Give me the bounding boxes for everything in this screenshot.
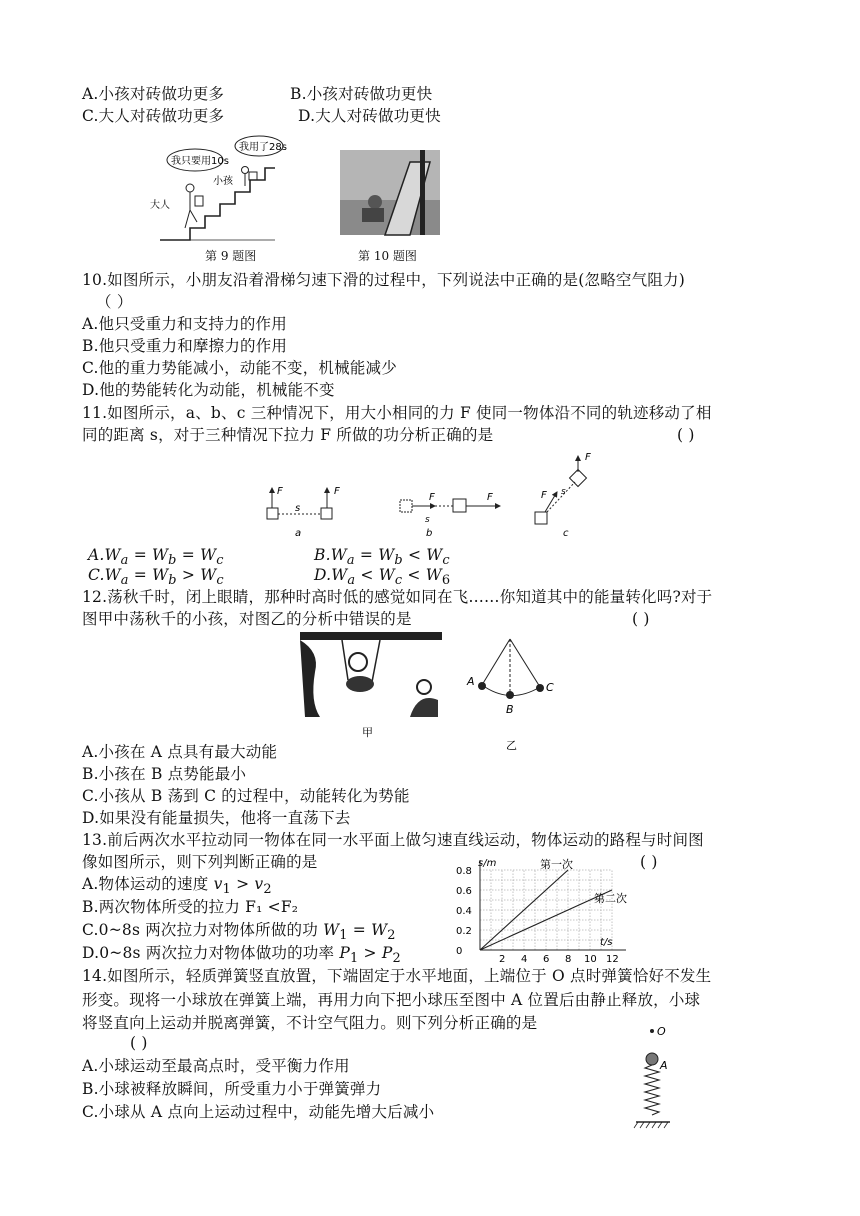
q11-stem-line2: 同的距离 s，对于三种情况下拉力 F 所做的功分析正确的是: [82, 426, 494, 444]
q11-b-force-label-2: F: [487, 492, 493, 503]
q13-stem-line2: 像如图所示，则下列判断正确的是: [82, 853, 318, 871]
q12-label-jia: 甲: [362, 726, 373, 739]
q11-stem-line1: 11.如图所示，a、b、c 三种情况下，用大小相同的力 F 使同一物体沿不同的轨迹移动了相: [82, 404, 712, 422]
q12-point-a: A: [467, 675, 475, 688]
q9-option-b: B.小孩对砖做功更快: [290, 85, 433, 103]
q10-slide-figure: [340, 150, 440, 235]
q13-series-1-label: 第一次: [540, 858, 573, 871]
q12-swing-picture: [300, 632, 442, 742]
q13-y-tick-label: 0.8: [456, 866, 472, 877]
q11-c-force-label-2: F: [585, 452, 591, 463]
q11-b-distance-label: s: [425, 515, 430, 525]
q11-label-b: b: [426, 528, 433, 539]
q14-spring-figure: [630, 1025, 680, 1135]
q11-option-d: $D.W_a < W_c < W_6$: [314, 566, 451, 589]
q12-option-c: C.小孩从 B 荡到 C 的过程中，动能转化为势能: [82, 787, 410, 805]
q9-option-c: C.大人对砖做功更多: [82, 107, 225, 125]
q11-option-b: $B.W_a = W_b < W_c$: [314, 546, 450, 569]
q14-stem-line3: 将竖直向上运动并脱离弹簧，不计空气阻力。则下列分析正确的是: [82, 1014, 538, 1032]
q13-x-tick-label: 8: [565, 954, 572, 965]
q14-option-a: A.小球运动至最高点时，受平衡力作用: [82, 1057, 350, 1075]
q10-answer-paren: （ ）: [96, 293, 133, 311]
q14-label-a: A: [660, 1059, 668, 1072]
q12-option-b: B.小孩在 B 点势能最小: [82, 765, 247, 783]
q11-a-force-label: F: [277, 486, 283, 497]
q14-stem-line2: 形变。现将一小球放在弹簧上端，再用力向下把小球压至图中 A 位置后由静止释放，小球: [82, 991, 701, 1009]
q12-stem-line2: 图甲中荡秋千的小孩，对图乙的分析中错误的是: [82, 610, 412, 628]
q13-option-b: B.两次物体所受的拉力 F₁ <F₂: [82, 898, 299, 916]
q13-option-c: C.0~8s 两次拉力对物体所做的功 $W_1 = W_2$: [82, 921, 396, 944]
q13-x-tick-label: 10: [584, 954, 597, 965]
q9-bubble-child: 我用了28s: [239, 142, 287, 153]
q9-figure-caption: 第 9 题图: [205, 249, 257, 263]
q13-x-tick-label: 4: [521, 954, 528, 965]
q10-stem: 10.如图所示，小朋友沿着滑梯匀速下滑的过程中，下列说法中正确的是(忽略空气阻力): [82, 271, 685, 289]
q9-label-adult: 大人: [150, 200, 170, 211]
q11-option-c: $C.W_a = W_b > W_c$: [88, 566, 224, 589]
q10-figure-caption: 第 10 题图: [358, 249, 417, 263]
q9-option-d: D.大人对砖做功更快: [298, 107, 441, 125]
q11-b-force-label: F: [429, 492, 435, 503]
q13-stem-line1: 13.前后两次水平拉动同一物体在同一水平面上做匀速直线运动，物体运动的路程与时间图: [82, 831, 704, 849]
q13-option-a: A.物体运动的速度 $v_1 > v_2$: [82, 875, 272, 898]
q13-distance-time-chart: [448, 854, 638, 964]
q11-c-force-label: F: [541, 490, 547, 501]
q10-option-a: A.他只受重力和支持力的作用: [82, 315, 287, 333]
q13-y-tick-label: 0: [456, 946, 463, 957]
q14-stem-line1: 14.如图所示，轻质弹簧竖直放置，下端固定于水平地面，上端位于 O 点时弹簧恰好不发生: [82, 967, 712, 985]
q13-answer-paren: ( ): [640, 853, 658, 871]
q12-point-c: C: [546, 681, 554, 694]
q11-a-distance-label: s: [295, 503, 301, 514]
q11-label-a: a: [295, 528, 302, 539]
q12-pendulum-diagram: [462, 633, 572, 753]
q9-stairs-figure: [145, 132, 287, 244]
q14-option-b: B.小球被释放瞬间，所受重力小于弹簧弹力: [82, 1080, 382, 1098]
q9-label-child: 小孩: [213, 176, 233, 187]
q13-y-tick-label: 0.4: [456, 906, 472, 917]
q11-option-a: $A.W_a = W_b = W_c$: [88, 546, 224, 569]
q13-x-tick-label: 6: [543, 954, 550, 965]
q14-label-o: O: [657, 1025, 666, 1038]
q12-stem-line1: 12.荡秋千时，闭上眼睛，那种时高时低的感觉如同在飞……你知道其中的能量转化吗?对于: [82, 588, 713, 606]
q13-series-2-label: 第二次: [594, 892, 627, 905]
q13-option-d: D.0~8s 两次拉力对物体做功的功率 $P_1 > P_2$: [82, 944, 401, 967]
q13-chart-grid: [480, 870, 612, 950]
q13-x-axis-label: t/s: [600, 937, 613, 948]
q12-label-yi: 乙: [506, 739, 517, 752]
q12-point-b: B: [506, 703, 514, 716]
q13-y-tick-label: 0.6: [456, 886, 472, 897]
q13-x-tick-label: 12: [606, 954, 619, 965]
q13-y-tick-label: 0.2: [456, 926, 472, 937]
q11-answer-paren: ( ): [677, 426, 695, 444]
q13-x-tick-label: 2: [499, 954, 506, 965]
q13-y-axis-label: s/m: [478, 858, 497, 869]
q12-option-d: D.如果没有能量损失，他将一直荡下去: [82, 809, 351, 827]
q9-bubble-adult: 我只要用10s: [171, 156, 229, 167]
q10-option-b: B.他只受重力和摩擦力的作用: [82, 337, 288, 355]
q11-a-force-label-2: F: [334, 486, 340, 497]
q11-c-distance-label: s: [561, 487, 566, 497]
q9-option-a: A.小孩对砖做功更多: [82, 85, 225, 103]
q10-option-c: C.他的重力势能减小，动能不变，机械能减少: [82, 359, 397, 377]
q12-answer-paren: ( ): [632, 610, 650, 628]
q11-label-c: c: [563, 528, 569, 539]
q14-option-c: C.小球从 A 点向上运动过程中，动能先增大后减小: [82, 1103, 435, 1121]
q12-option-a: A.小孩在 A 点具有最大动能: [82, 743, 278, 761]
q11-force-figure: [255, 450, 605, 542]
q10-option-d: D.他的势能转化为动能，机械能不变: [82, 381, 335, 399]
q14-answer-paren: ( ): [130, 1034, 148, 1052]
